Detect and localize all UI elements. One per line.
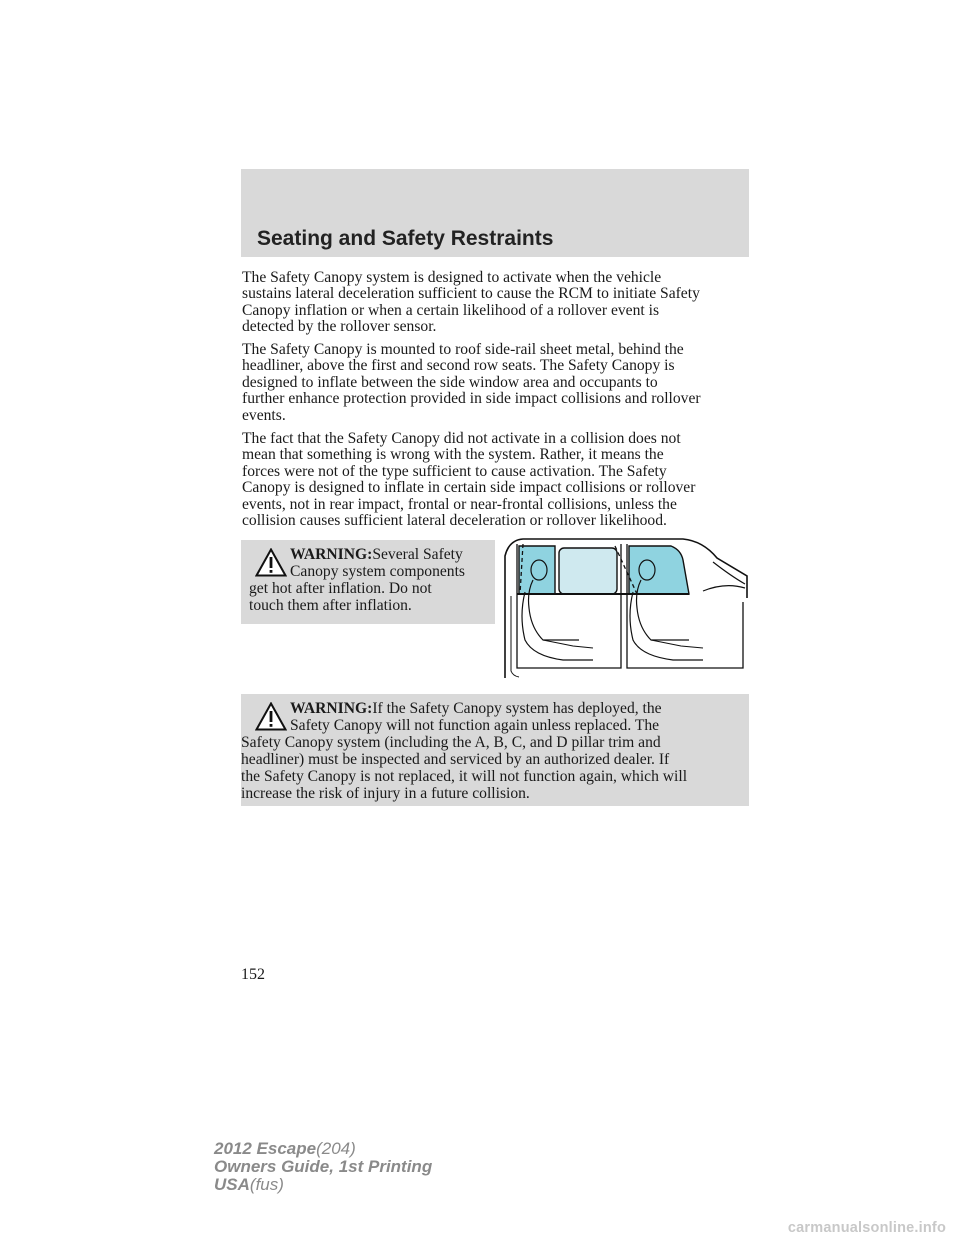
document-footer bbox=[214, 1140, 432, 1194]
safety-canopy-illustration bbox=[503, 536, 748, 678]
warning-text-line: get hot after inflation. Do not bbox=[249, 580, 432, 597]
warning-text-line: increase the risk of injury in a future collision. bbox=[241, 785, 530, 802]
warning-text-line: Safety Canopy will not function again unless replaced. The bbox=[290, 717, 660, 734]
paragraph-1 bbox=[242, 270, 750, 336]
warning-triangle-icon bbox=[255, 702, 287, 731]
warning-box-hot-components bbox=[241, 540, 495, 624]
paragraph-3 bbox=[242, 431, 750, 529]
text-line: headliner, above the first and second row seats. The Safety Canopy is bbox=[242, 357, 675, 375]
footer-market-code: (fus) bbox=[249, 1175, 284, 1194]
footer-line-2: Owners Guide, 1st Printing bbox=[214, 1157, 433, 1176]
footer-line-1 bbox=[214, 1140, 432, 1158]
warning-text-line: headliner) must be inspected and serviced by an authorized dealer. If bbox=[241, 751, 670, 768]
warning-text: Several Safety bbox=[372, 546, 463, 563]
text-line: Canopy is designed to inflate in certain side impact collisions or rollover bbox=[242, 479, 696, 497]
footer-code: (204) bbox=[316, 1139, 356, 1158]
footer-line-3 bbox=[214, 1176, 432, 1194]
text-line: events, not in rear impact, frontal or near-frontal collisions, unless the bbox=[242, 495, 677, 513]
section-title: Seating and Safety Restraints bbox=[257, 227, 554, 250]
warning-text-line: the Safety Canopy is not replaced, it will not function again, which will bbox=[241, 768, 688, 785]
warning-first-line bbox=[290, 547, 463, 563]
warning-text-line: touch them after inflation. bbox=[249, 597, 412, 614]
warning-box-deployed bbox=[241, 694, 749, 806]
footer-model: 2012 Escape bbox=[214, 1139, 317, 1158]
text-line: detected by the rollover sensor. bbox=[242, 318, 437, 336]
text-line: mean that something is wrong with the system. Rather, it means the bbox=[242, 446, 664, 464]
warning-text-line: Safety Canopy system (including the A, B, C, and D pillar trim and bbox=[241, 734, 661, 751]
text-line: events. bbox=[242, 406, 286, 424]
text-line: sustains lateral deceleration sufficient to cause the RCM to initiate Safety bbox=[242, 285, 700, 303]
warning-label: WARNING: bbox=[290, 546, 373, 563]
page-number: 152 bbox=[241, 966, 265, 983]
footer-market: USA bbox=[214, 1175, 250, 1194]
text-line: forces were not of the type sufficient to cause activation. The Safety bbox=[242, 462, 667, 480]
warning-triangle-icon bbox=[255, 548, 287, 577]
warning-label: WARNING: bbox=[290, 700, 373, 717]
warning-text-line: Canopy system components bbox=[290, 563, 465, 580]
paragraph-2 bbox=[242, 342, 750, 424]
text-line: collision causes sufficient lateral deceleration or rollover likelihood. bbox=[242, 512, 667, 530]
warning-first-line bbox=[290, 701, 662, 717]
text-line: The Safety Canopy system is designed to activate when the vehicle bbox=[242, 269, 662, 286]
text-line: designed to inflate between the side window area and occupants to bbox=[242, 373, 658, 391]
text-line: The fact that the Safety Canopy did not activate in a collision does not bbox=[242, 430, 681, 447]
text-line: further enhance protection provided in side impact collisions and rollover bbox=[242, 390, 701, 408]
text-line: The Safety Canopy is mounted to roof side-rail sheet metal, behind the bbox=[242, 341, 684, 358]
text-line: Canopy inflation or when a certain likelihood of a rollover event is bbox=[242, 301, 660, 319]
watermark: carmanualsonline.info bbox=[787, 1220, 946, 1236]
section-header-band bbox=[241, 169, 749, 257]
warning-text: If the Safety Canopy system has deployed, the bbox=[372, 700, 662, 717]
